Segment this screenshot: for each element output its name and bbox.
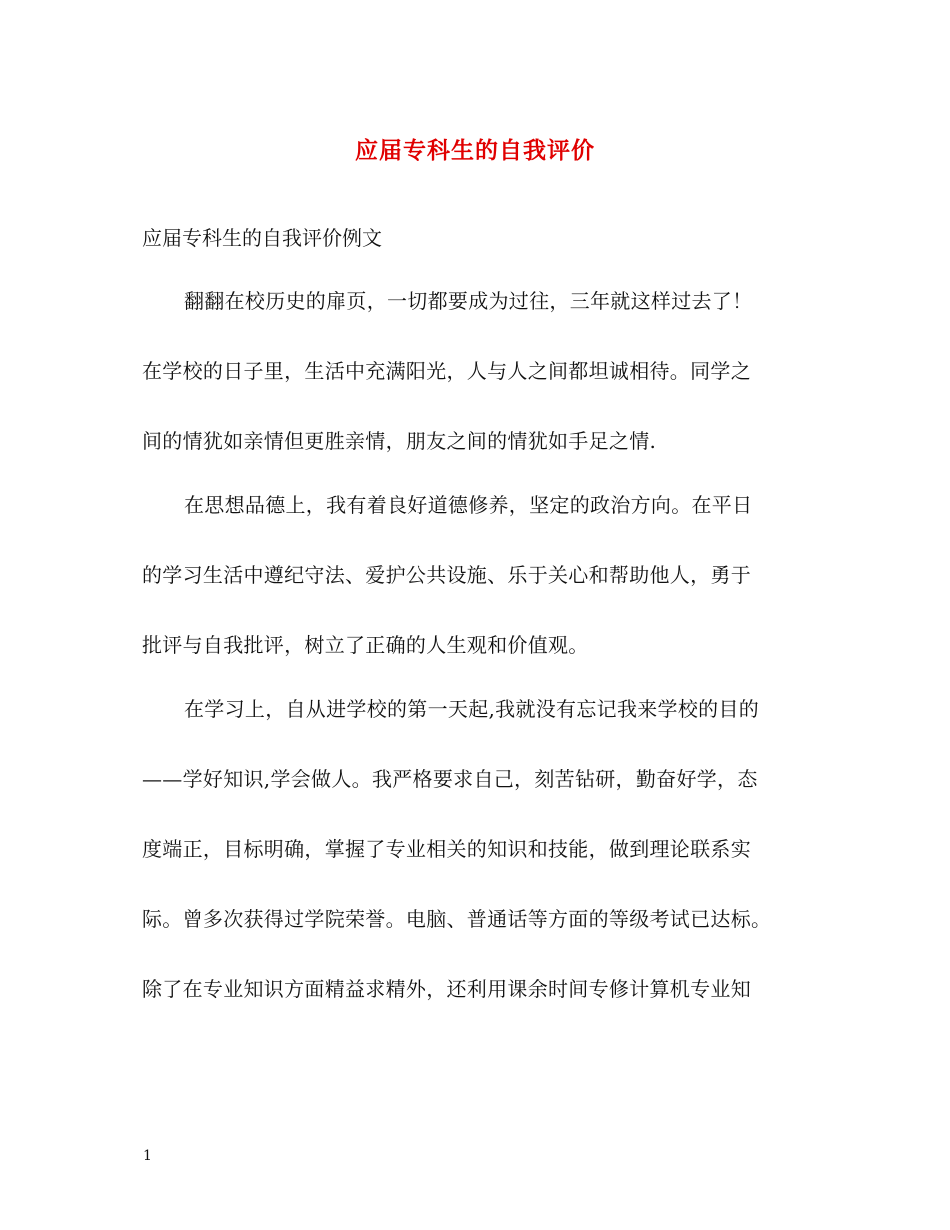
paragraph-line: 的学习生活中遵纪守法、爱护公共设施、乐于关心和帮助他人，勇于 bbox=[142, 563, 751, 587]
paragraph-line: 除了在专业知识方面精益求精外，还利用课余时间专修计算机专业知 bbox=[142, 977, 751, 1001]
paragraph-line: 间的情犹如亲情但更胜亲情，朋友之间的情犹如手足之情. bbox=[142, 429, 657, 453]
document-title: 应届专科生的自我评价 bbox=[355, 137, 595, 164]
paragraph-line: 度端正，目标明确，掌握了专业相关的知识和技能，做到理论联系实 bbox=[142, 837, 751, 861]
page-number: 1 bbox=[143, 1148, 152, 1164]
paragraph-line: 在思想品德上，我有着良好道德修养，坚定的政治方向。在平日 bbox=[184, 493, 753, 517]
paragraph-line: 批评与自我批评，树立了正确的人生观和价值观。 bbox=[142, 633, 589, 657]
paragraph-line: ——学好知识,学会做人。我严格要求自己，刻苦钻研，勤奋好学，态 bbox=[142, 767, 758, 791]
paragraph-line: 翻翻在校历史的扉页，一切都要成为过往，三年就这样过去了！ bbox=[184, 289, 753, 313]
document-subtitle: 应届专科生的自我评价例文 bbox=[142, 226, 382, 250]
paragraph-line: 在学习上，自从进学校的第一天起,我就没有忘记我来学校的目的 bbox=[184, 697, 760, 721]
paragraph-line: 在学校的日子里，生活中充满阳光，人与人之间都坦诚相待。同学之 bbox=[142, 359, 751, 383]
paragraph-line: 际。曾多次获得过学院荣誉。电脑、普通话等方面的等级考试已达标。 bbox=[142, 907, 772, 931]
